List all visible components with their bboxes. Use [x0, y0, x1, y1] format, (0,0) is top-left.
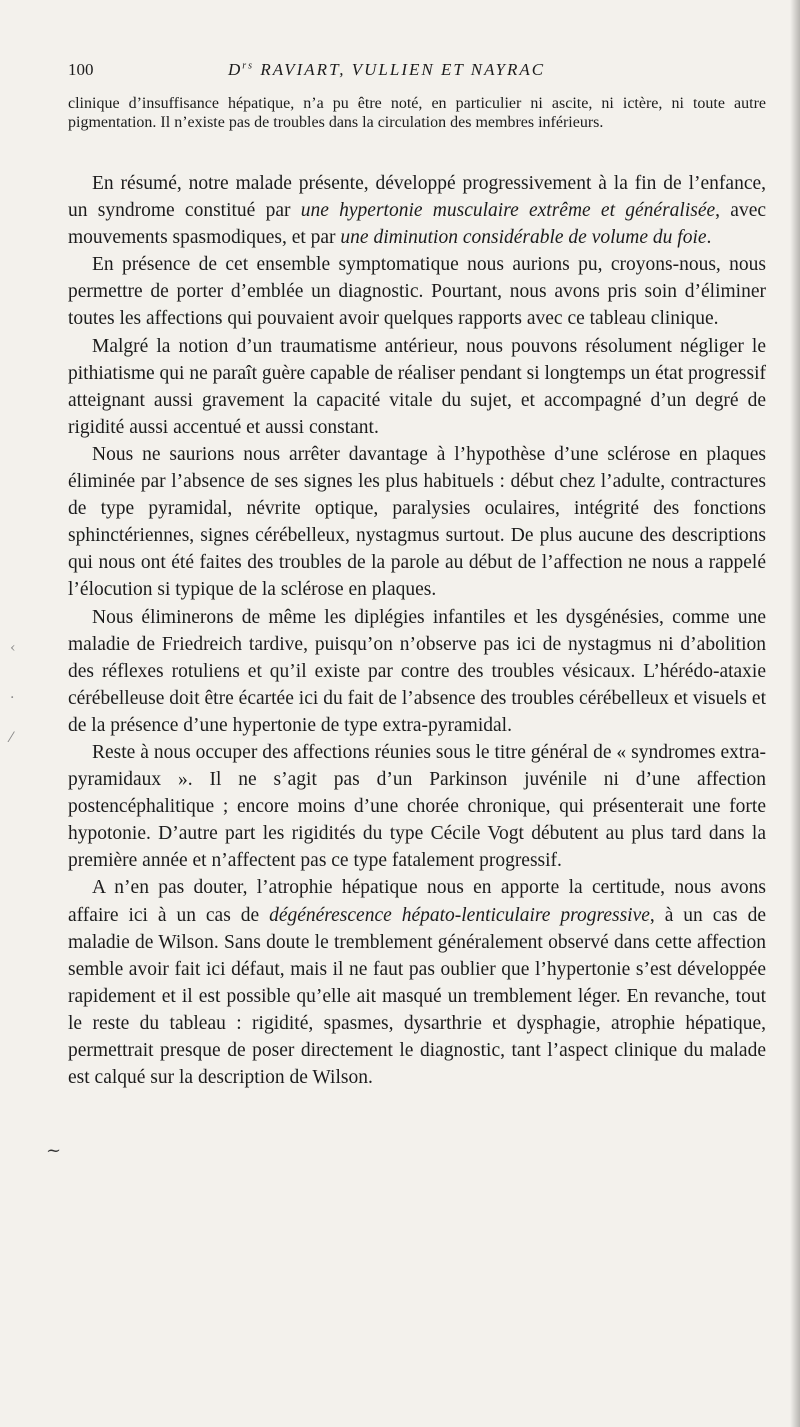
authors-sup: rs — [242, 60, 255, 72]
margin-stain-icon: · — [10, 690, 15, 706]
summary-text-a: En résumé, notre malade présente, développé progressivement à la fin de l’enfance, un syndrome constitué par — [68, 173, 766, 222]
summary-emphasis-1: une hypertonie musculaire extrême et généralisée — [300, 200, 716, 222]
presence-paragraph: En présence de cet ensemble symptomatique nous aurions pu, croyons-nous, nous permettre de porter d’emblée un diagnostic. Pourtant, nous avons pris soin d’éliminer toutes les affections qui pouvaient avoir quelques rapports avec ce tableau clinique. — [68, 254, 766, 330]
margin-ink-mark-icon: ~ — [46, 1140, 62, 1161]
summary-emphasis-2: une diminution considérable de volume du foie — [340, 227, 707, 249]
page-number: 100 — [68, 60, 94, 79]
margin-stain-icon: ‹ — [10, 640, 16, 656]
margin-stain-icon: ⁄ — [10, 730, 13, 746]
running-title — [228, 60, 545, 80]
traumatism-paragraph: Malgré la notion d’un traumatisme antérieur, nous pouvons résolument négliger le pithiatisme qui ne paraît guère capable de réaliser pendant si longtemps un état progressif atteignant aussi gravement la capacité vitale du sujet, et accompagné d’un degré de rigidité aussi accentué et aussi constant. — [68, 335, 766, 438]
summary-text-b: , avec mouvements spasmodiques, et par — [68, 200, 767, 249]
sclerosis-paragraph: Nous ne saurions nous arrêter davantage à l’hypothèse d’une sclérose en plaques éliminée par l’absence de ses signes les plus habituels : début chez l’adulte, contractures de type pyramidal, névrite optique, paralysies oculaires, intégrité des fonctions sphinctériennes, signes cérébelleux, nystagmus surtout. De plus aucune des descriptions qui nous ont été faites des troubles de la parole au début de l’affection ne nous a rappelé l’élocution si typique de la sclérose en plaques. — [68, 443, 766, 601]
wilson-text-b: , à un cas de maladie de Wilson. Sans doute le tremblement généralement observé dans cette affection semble avoir fait ici défaut, mais il ne faut pas oublier que l’hypertonie s’est développée rapidement et il est possible qu’elle ait masqué un tremblement léger. En revanche, tout le reste du tableau : rigidité, spasmes, dysarthrie et dysphagie, atrophie hépatique, permettrait presque de poser directement le diagnostic, tant l’aspect clinique du malade est calqué sur la description de Wilson. — [68, 904, 766, 1089]
summary-paragraph — [68, 170, 766, 251]
authors: RAVIART, VULLIEN ET NAYRAC — [254, 60, 546, 79]
summary-text-c: . — [706, 227, 712, 249]
diplegia-paragraph: Nous éliminerons de même les diplégies infantiles et les dysgénésies, comme une maladie de Friedreich tardive, puisqu’on n’observe pas ici de nystagmus ni d’abolition des réflexes rotuliens et qu’il existe par contre des troubles vésicaux. L’hérédo-ataxie cérébelleuse doit être écartée ici du fait de l’absence des troubles cérébelleux et visuels et de la présence d’une hypertonie de type extra-pyramidal. — [68, 606, 766, 736]
wilson-paragraph — [68, 874, 766, 1091]
intro-paragraph: clinique d’insuffisance hépatique, n’a pu être noté, en particulier ni ascite, ni ictère, ni toute autre pigmentation. Il n’existe pas de troubles dans la circulation des membres inférieurs. — [68, 95, 766, 131]
running-head — [68, 56, 766, 88]
authors-prefix: D — [228, 60, 243, 79]
wilson-text-a: A n’en pas douter, l’atrophie hépatique nous en apporte la certitude, nous avons affaire ici à un cas de — [68, 877, 766, 926]
wilson-emphasis: dégénérescence hépato-lenticulaire progressive — [269, 904, 650, 926]
extrapyramidal-paragraph: Reste à nous occuper des affections réunies sous le titre général de « syndromes extra-pyramidaux ». Il ne s’agit pas d’un Parkinson juvénile ni d’une affection postencéphalitique ; encore moins d’une chorée chronique, qui présenterait une forte hypotonie. D’autre part les rigidités du type Cécile Vogt débutent au plus tard dans la première année et n’affectent pas ce type fatalement progressif. — [68, 741, 766, 872]
